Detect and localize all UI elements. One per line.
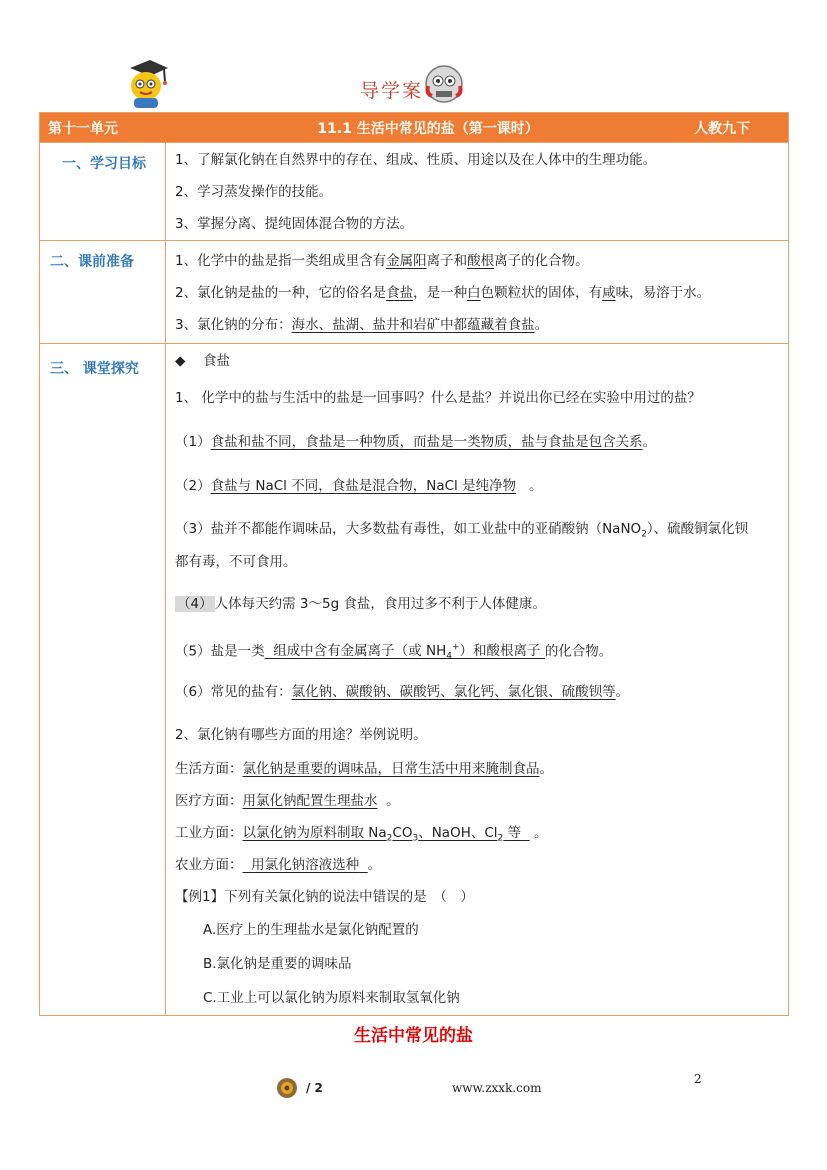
- answer-blank: 海水、盐湖、盐井和岩矿中都蕴藏着食盐: [291, 317, 535, 333]
- disc-logo-icon: [276, 1077, 298, 1099]
- answer-item: （3）盐并不都能作调味品，大多数盐有毒性，如工业盐中的亚硝酸钠（NaNO$_2$）、硫酸铜氯化钡 都有毒，不可食用。: [175, 521, 749, 570]
- answer-blank: 氯化钠、碳酸钠、碳酸钙、氯化钙、氯化银、硫酸钡等: [291, 683, 616, 700]
- footer-page-total: / 2: [306, 1081, 323, 1095]
- usage-item: 农业方面： 用氯化钠溶液选种 。: [175, 856, 382, 873]
- footer-website[interactable]: www.zxxk.com: [452, 1081, 542, 1095]
- answer-blank: 酸根: [467, 253, 495, 269]
- highlight-number: （4）: [177, 595, 213, 612]
- answer-blank: 咸: [602, 285, 616, 301]
- usage-item: 工业方面：以氯化钠为原料制取 $Na_2CO_3$、NaOH、$Cl_2$ 等 。: [175, 824, 548, 844]
- answer-item: （1）食盐和盐不同，食盐是一种物质，而盐是一类物质，盐与食盐是包含关系。: [175, 434, 657, 450]
- explore-section: [40, 344, 789, 1016]
- answer-blank: 白: [467, 285, 481, 301]
- usage-item: 生活方面：氯化钠是重要的调味品，日常生活中用来腌制食品。: [175, 760, 553, 777]
- example-option: B.氯化钠是重要的调味品: [203, 955, 352, 972]
- prep-label: 二、课前准备: [40, 241, 166, 344]
- lesson-table: [39, 112, 789, 1016]
- goal-item: 3、掌握分离、提纯固体混合物的方法。: [175, 216, 414, 232]
- question-1: 1、 化学中的盐与生活中的盐是一回事吗？什么是盐？并说出你已经在实验中用过的盐？: [175, 390, 701, 406]
- mascot-graduate-icon: [120, 56, 170, 110]
- answer-blank: 食盐与 NaCl 不同，食盐是混合物，NaCl 是纯净物: [210, 478, 517, 494]
- answer-blank: 食盐和盐不同，食盐是一种物质，而盐是一类物质，盐与食盐是包含关系: [210, 434, 643, 450]
- goals-section: [40, 143, 789, 241]
- goal-item: 1、了解氯化钠在自然界中的存在、组成、性质、用途以及在人体中的生理功能。: [175, 152, 657, 168]
- goal-item: 2、学习蒸发操作的技能。: [175, 184, 333, 200]
- lesson-titlebar: [40, 113, 789, 143]
- example-question: 【例1】下列有关氯化钠的说法中错误的是 （ ）: [175, 888, 474, 905]
- footer-title: 生活中常见的盐: [354, 1026, 473, 1046]
- answer-blank: 以氯化钠为原料制取 $Na_2CO_3$、NaOH、$Cl_2$ 等: [242, 824, 522, 844]
- answer-item: （5）盐是一类 组成中含有金属离子（或 $NH_4^+$）和酸根离子 的化合物。: [175, 642, 613, 662]
- answer-item: （6）常见的盐有：氯化钠、碳酸钠、碳酸钙、氯化钙、氯化银、硫酸钡等。: [175, 683, 630, 700]
- prep-section: [40, 241, 789, 344]
- answer-item: （2）食盐与 NaCl 不同，食盐是混合物，NaCl 是纯净物 。: [175, 478, 543, 494]
- example-option: C.工业上可以氯化钠为原料来制取氢氧化钠: [203, 989, 460, 1006]
- unit-label: 第十一单元: [48, 120, 118, 137]
- answer-blank: 用氯化钠溶液选种: [251, 856, 360, 873]
- answer-blank: 食盐: [386, 285, 414, 301]
- prep-item: 3、氯化钠的分布：海水、盐湖、盐井和岩矿中都蕴藏着食盐。: [175, 317, 549, 333]
- answer-blank: 组成中含有金属离子（或 $NH_4^+$）和酸根离子: [273, 642, 541, 662]
- prep-item: 1、化学中的盐是指一类组成里含有金属阳离子和酸根离子的化合物。: [175, 253, 589, 269]
- owl-seal-icon: [424, 64, 464, 104]
- lesson-title: 11.1 生活中常见的盐（第一课时）: [317, 120, 539, 137]
- answer-blank: 金属阳: [386, 253, 427, 269]
- header-title: 导学案: [360, 80, 424, 102]
- question-2: 2、氯化钠有哪些方面的用途？举例说明。: [175, 726, 427, 743]
- diamond-bullet-icon: ◆: [175, 353, 186, 369]
- edition-label: 人教九下: [694, 120, 750, 137]
- prep-item: 2、氯化钠是盐的一种，它的俗名是食盐，是一种白色颗粒状的固体，有咸味，易溶于水。: [175, 285, 711, 301]
- explore-label: 三、 课堂探究: [40, 344, 166, 1016]
- usage-item: 医疗方面：用氯化钠配置生理盐水 。: [175, 792, 400, 809]
- topic-heading: ◆ 食盐: [175, 346, 788, 376]
- answer-item: （4） 人体每天约需 3～5g 食盐，食用过多不利于人体健康。: [177, 595, 546, 612]
- goals-label: 一、学习目标: [40, 143, 166, 241]
- example-option: A.医疗上的生理盐水是氯化钠配置的: [203, 921, 419, 938]
- answer-blank: 氯化钠是重要的调味品，日常生活中用来腌制食品: [242, 760, 540, 777]
- page-number: 2: [694, 1072, 702, 1086]
- answer-blank: 用氯化钠配置生理盐水: [242, 792, 378, 809]
- page-header: [0, 0, 827, 112]
